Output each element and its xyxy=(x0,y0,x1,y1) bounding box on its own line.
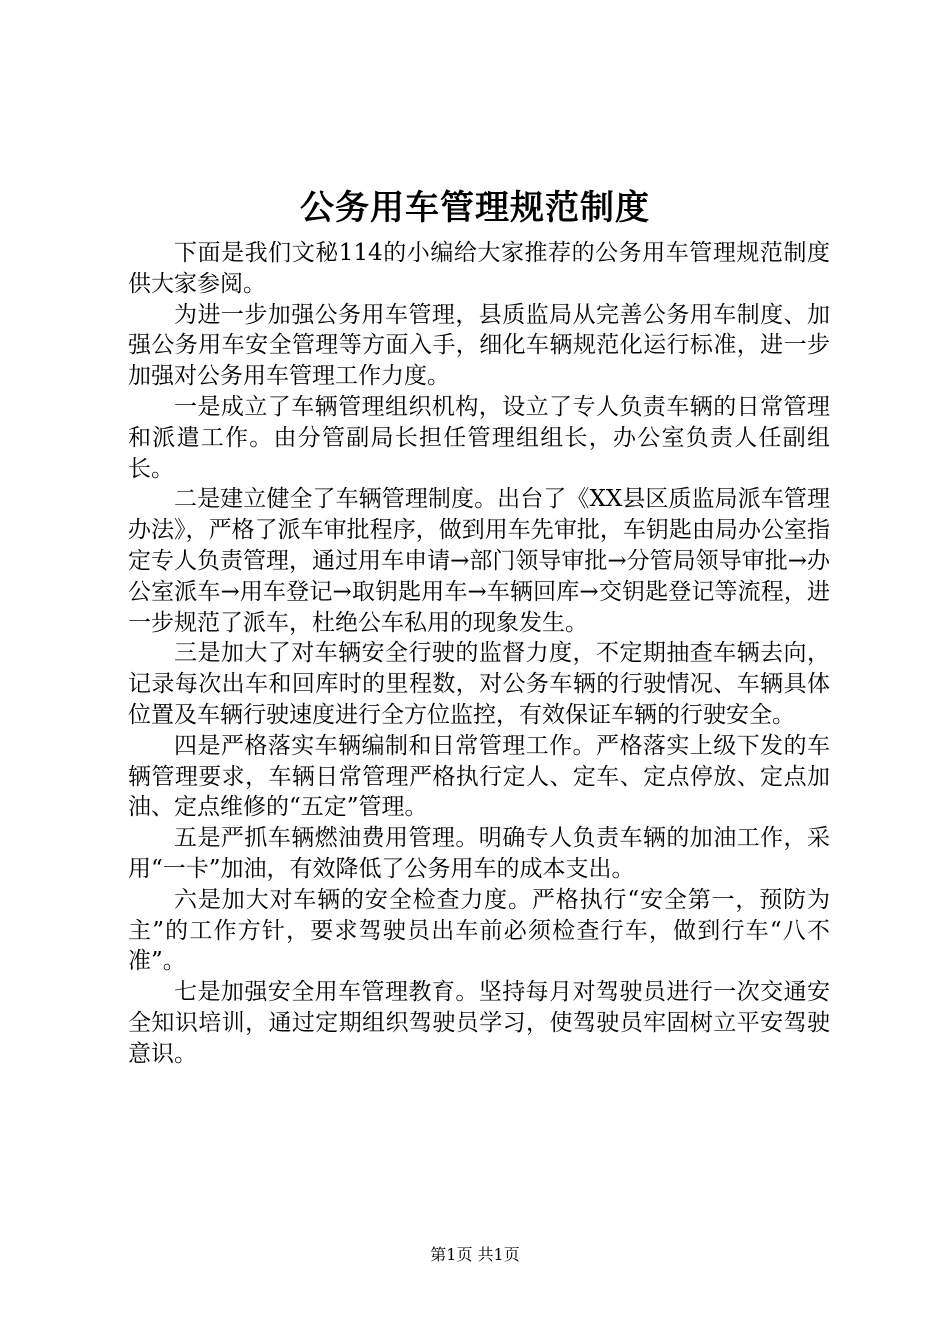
paragraph-item-4: 四是严格落实车辆编制和日常管理工作。严格落实上级下发的车辆管理要求，车辆日常管理严格执行定人、定车、定点停放、定点加油、定点维修的“五定”管理。 xyxy=(128,732,830,821)
document-body xyxy=(128,238,830,1070)
paragraph-overview: 为进一步加强公务用车管理，县质监局从完善公务用车制度、加强公务用车安全管理等方面入手，细化车辆规范化运行标准，进一步加强对公务用车管理工作力度。 xyxy=(128,301,830,390)
paragraph-item-1: 一是成立了车辆管理组织机构，设立了专人负责车辆的日常管理和派遣工作。由分管副局长担任管理组组长，办公室负责人任副组长。 xyxy=(128,393,830,482)
paragraph-item-6: 六是加大对车辆的安全检查力度。严格执行“安全第一，预防为主”的工作方针，要求驾驶员出车前必须检查行车，做到行车“八不准”。 xyxy=(128,886,830,975)
page-footer: 第1页 共1页 xyxy=(430,1245,520,1264)
document-title: 公务用车管理规范制度 xyxy=(300,188,650,228)
paragraph-item-7: 七是加强安全用车管理教育。坚持每月对驾驶员进行一次交通安全知识培训，通过定期组织驾驶员学习，使驾驶员牢固树立平安驾驶意识。 xyxy=(128,979,830,1067)
paragraph-intro: 下面是我们文秘114的小编给大家推荐的公务用车管理规范制度供大家参阅。 xyxy=(128,240,830,297)
paragraph-item-3: 三是加大了对车辆安全行驶的监督力度，不定期抽查车辆去向，记录每次出车和回库时的里程数，对公务车辆的行驶情况、车辆具体位置及车辆行驶速度进行全方位监控，有效保证车辆的行驶安全。 xyxy=(128,640,830,728)
paragraph-item-2: 二是建立健全了车辆管理制度。出台了《XX县区质监局派车管理办法》，严格了派车审批程序，做到用车先审批，车钥匙由局办公室指定专人负责管理，通过用车申请→部门领导审批→分管局领导审批→办公室派车→用车登记→取钥匙用车→车辆回库→交钥匙登记等流程，进一步规范了派车，杜绝公车私用的现象发生。 xyxy=(128,486,830,636)
paragraph-item-5: 五是严抓车辆燃油费用管理。明确专人负责车辆的加油工作，采用“一卡”加油，有效降低了公务用车的成本支出。 xyxy=(128,825,830,882)
